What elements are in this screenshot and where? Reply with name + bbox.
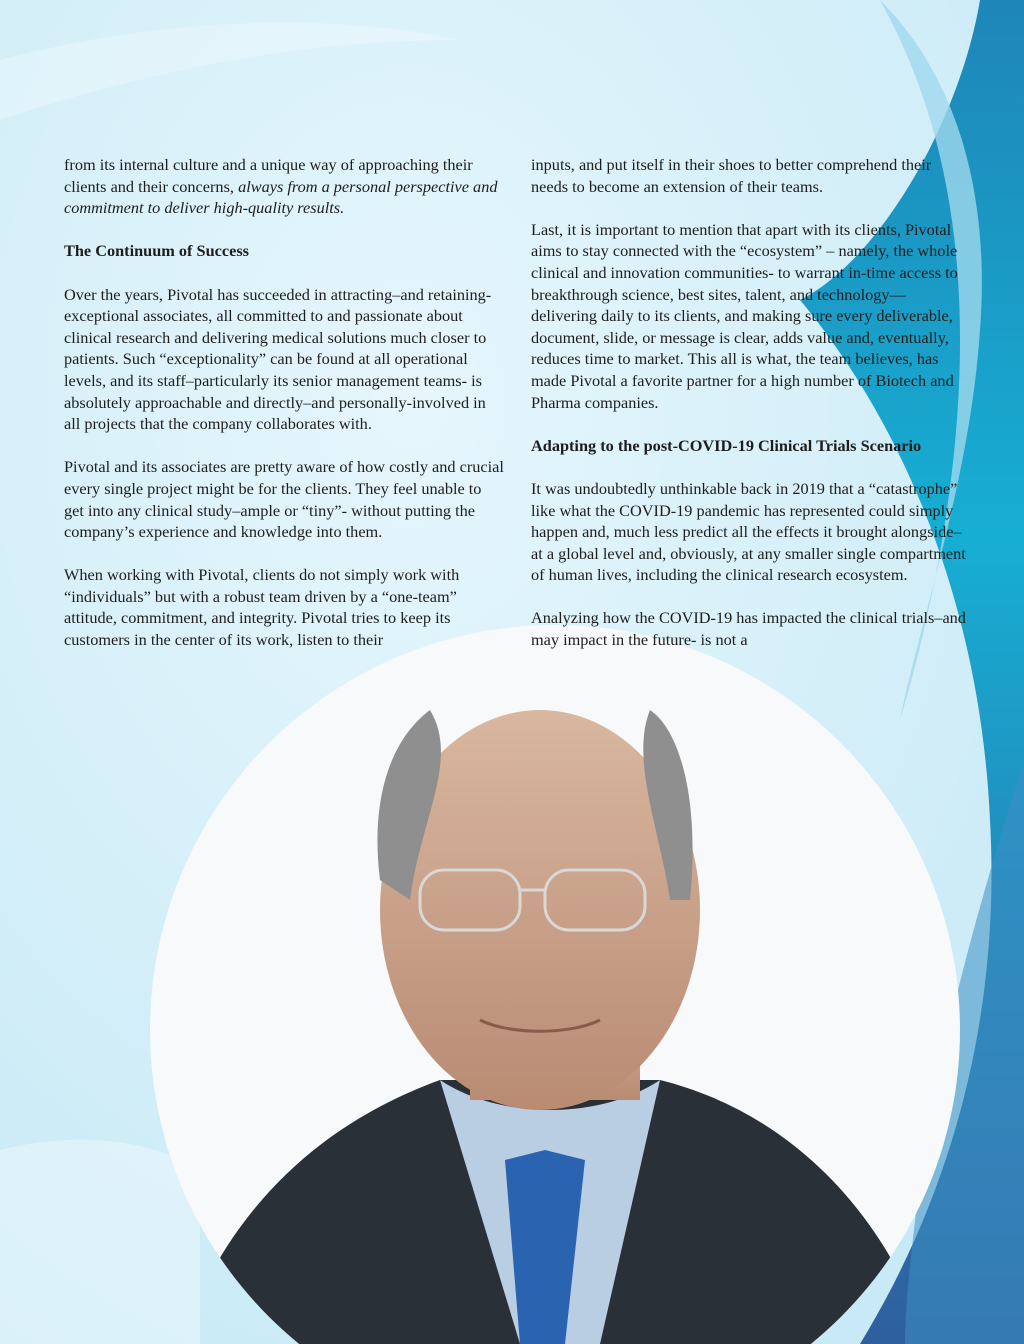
paragraph: inputs, and put itself in their shoes to better comprehend their needs to become an extension of their teams. [531, 155, 932, 196]
paragraph: Pivotal and its associates are pretty aware of how costly and crucial every single project might be for the clients. They feel unable to get into any clinical study–ample or “tiny”- without putting the company’s experience and knowledge into them. [64, 457, 504, 542]
italic-emphasis: always from a personal perspective and commitment to deliver high-quality results. [64, 176, 498, 218]
paragraph: Analyzing how the COVID-19 has impacted the clinical trials–and may impact in the future- is not a [531, 608, 966, 650]
paragraph: Over the years, Pivotal has succeeded in attracting–and retaining- exceptional associates, all committed to and passionate about clinical research and delivering medical solutions much closer to patients. Such “exceptionality” can be found at all operational levels, and its staff–particularly its senior management teams- is absolutely approachable and directly–and personally-involved in all projects that the company collaborates with. [64, 284, 492, 434]
left-text-column [64, 154, 504, 672]
paragraph [64, 154, 504, 219]
paragraph-text: from its internal culture and a unique way of approaching their clients and their concerns, [64, 155, 473, 196]
right-text-column [531, 154, 971, 672]
paragraph: It was undoubtedly unthinkable back in 2019 that a “catastrophe” like what the COVID-19 pandemic has represented could simply happen and, much less predict all the effects it brought alongside–at a global level and, obviously, at any smaller single compartment of human lives, including the clinical research ecosystem. [531, 478, 966, 585]
section-heading: The Continuum of Success [64, 241, 250, 261]
paragraph: When working with Pivotal, clients do not simply work with “individuals” but with a robust team driven by a “one-team” attitude, commitment, and integrity. Pivotal tries to keep its customers in the center of its work, listen to their [64, 565, 460, 650]
section-heading: Adapting to the post-COVID-19 Clinical Trials Scenario [531, 435, 922, 455]
paragraph: Last, it is important to mention that apart with its clients, Pivotal aims to stay connected with the “ecosystem” – namely, the whole clinical and innovation communities- to warrant in-time access to breakthrough science, best sites, talent, and technology—delivering daily to its clients, and making sure every deliverable, document, slide, or message is clear, adds value and, eventually, reduces time to market. This all is what, the team believes, has made Pivotal a favorite partner for a high number of Biotech and Pharma companies. [531, 219, 958, 412]
